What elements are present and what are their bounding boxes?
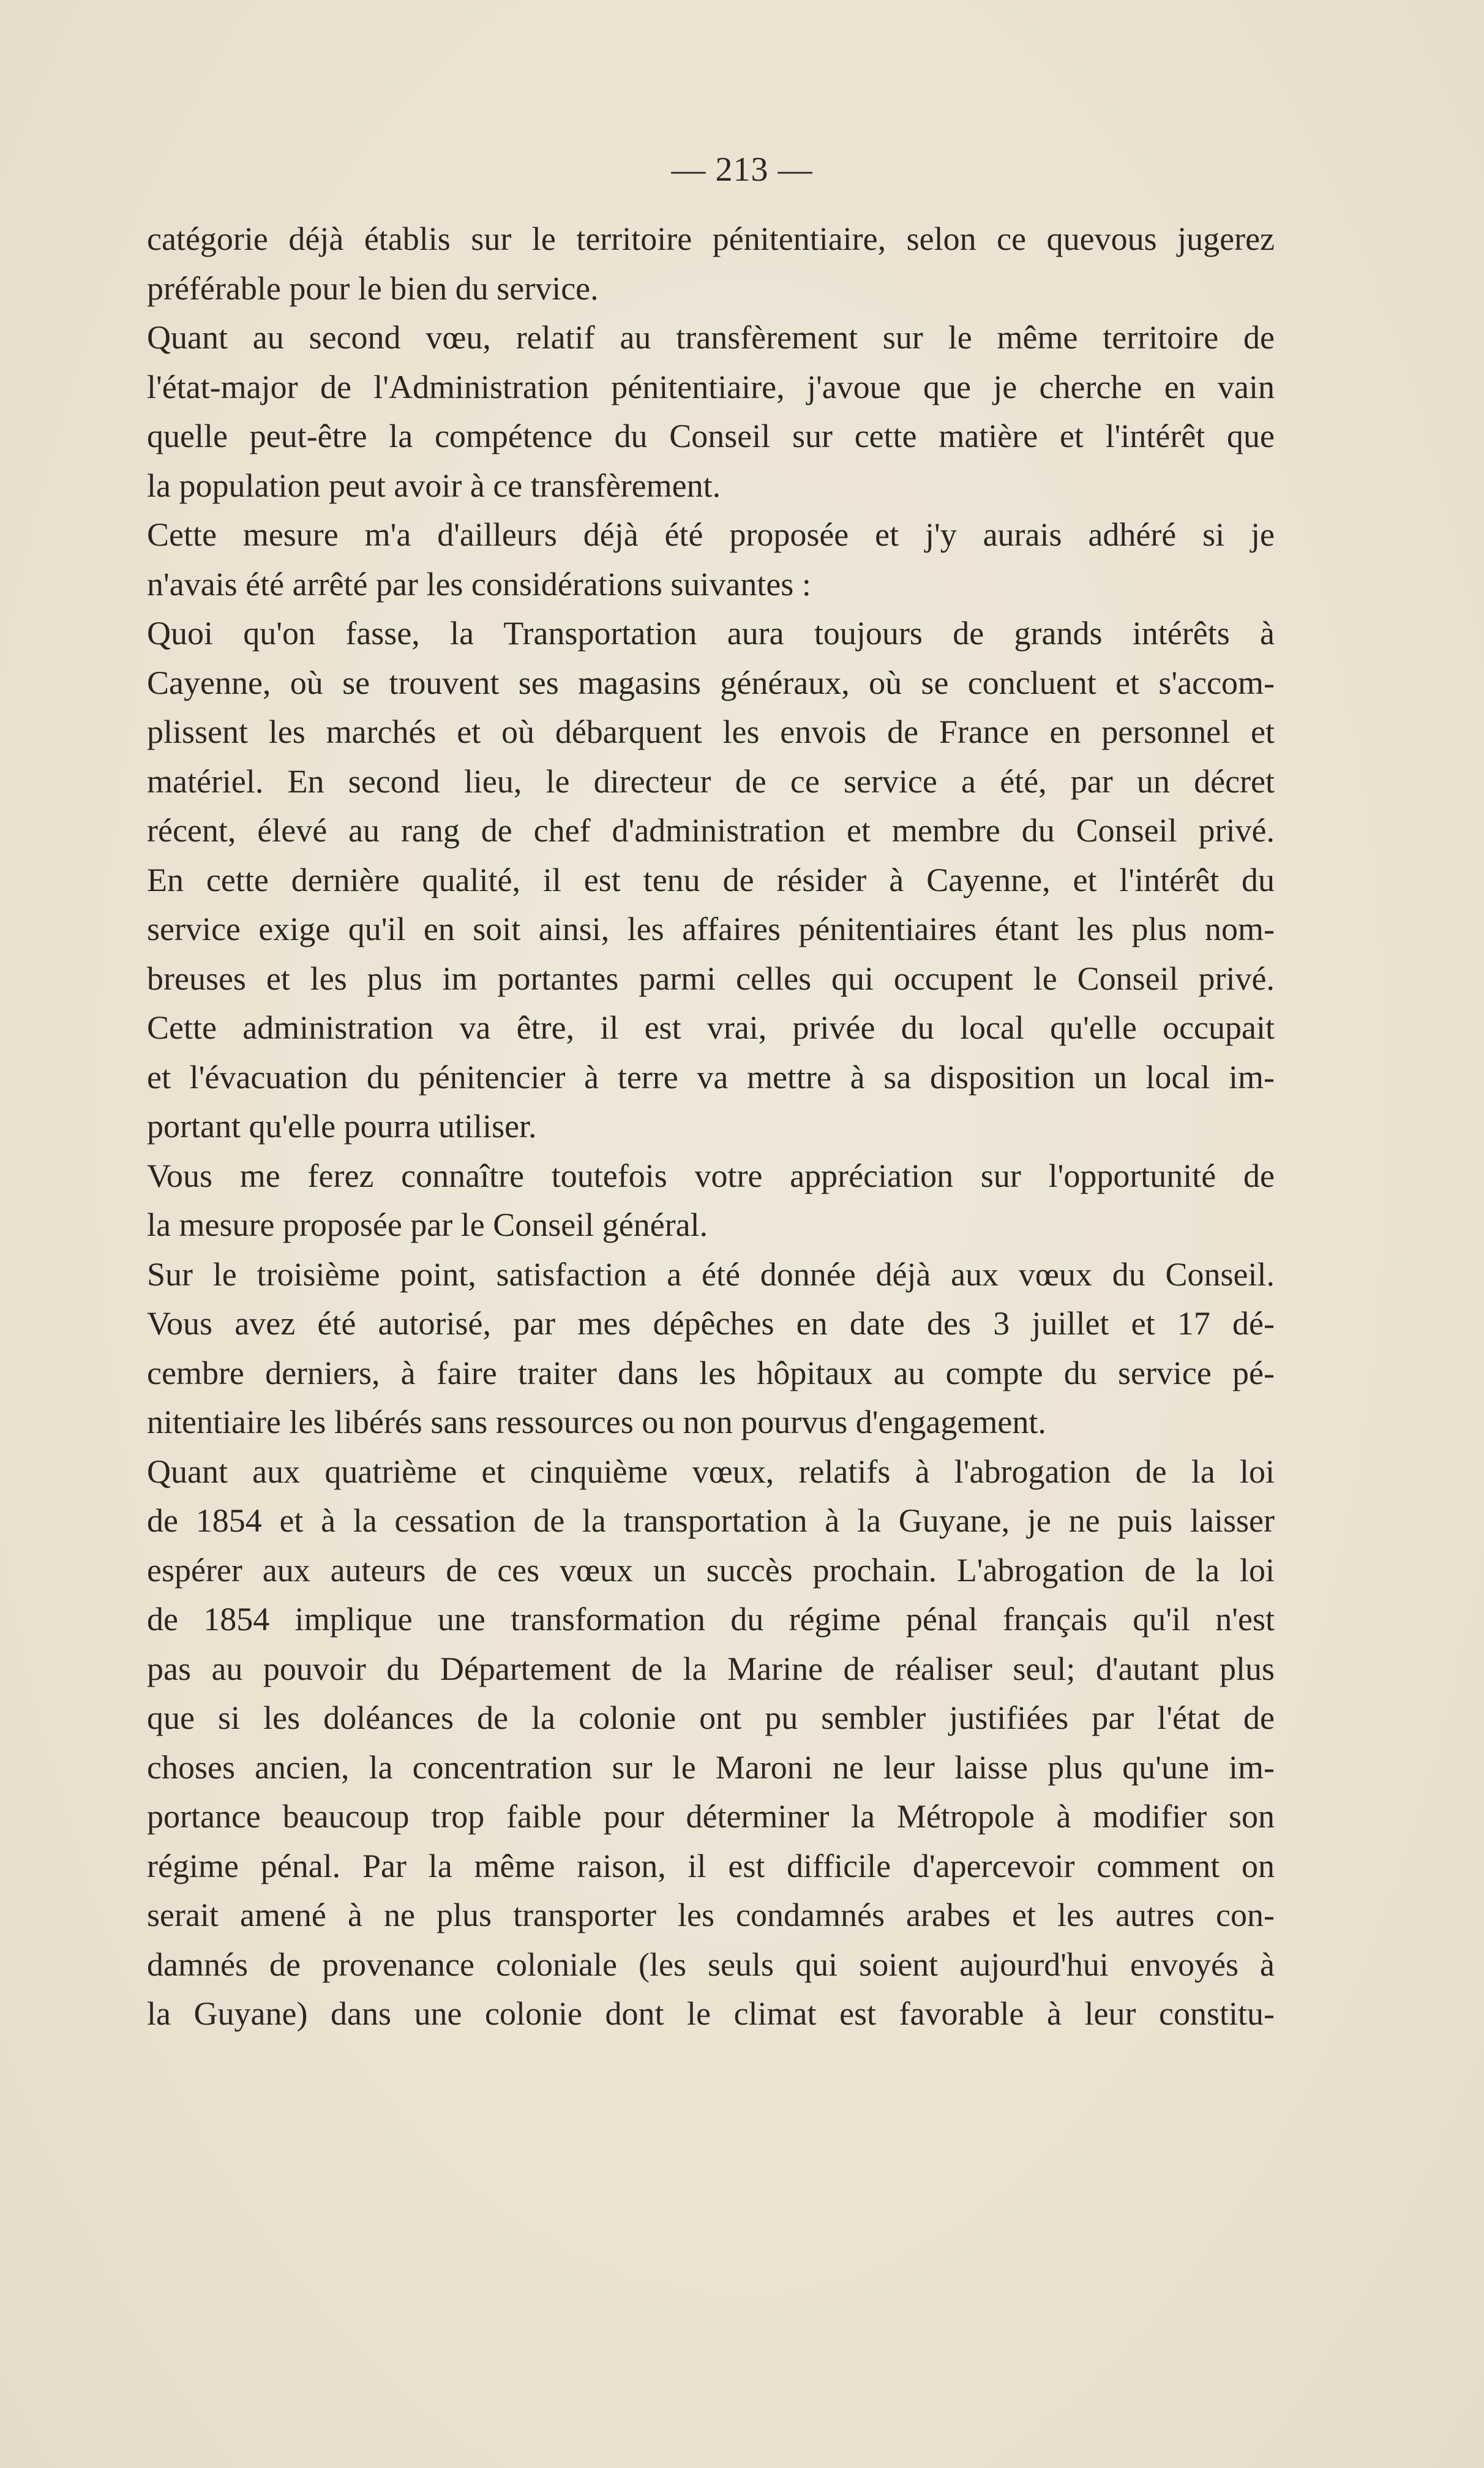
text-line: Cayenne, où se trouvent ses magasins généraux, où se concluent et s'accom- [147, 664, 1275, 701]
text-line: la Guyane) dans une colonie dont le climat est favorable à leur constitu- [147, 1995, 1275, 2032]
text-line: service exige qu'il en soit ainsi, les affaires pénitentiaires étant les plus nom- [147, 911, 1275, 947]
text-line: Quant au second vœu, relatif au transfèrement sur le même territoire de [147, 319, 1275, 356]
text-line: nitentiaire les libérés sans ressources ou non pourvus d'engagement. [147, 1404, 1046, 1440]
text-line: régime pénal. Par la même raison, il est difficile d'apercevoir comment on [147, 1847, 1275, 1884]
text-line: n'avais été arrêté par les considérations suivantes : [147, 565, 811, 603]
text-line: et l'évacuation du pénitencier à terre va mettre à sa disposition un local im- [147, 1058, 1275, 1096]
text-line: catégorie déjà établis sur le territoire pénitentiaire, selon ce quevous jugerez [147, 220, 1275, 257]
text-line: Cette mesure m'a d'ailleurs déjà été proposée et j'y aurais adhéré si je [147, 516, 1275, 553]
text-line: plissent les marchés et où débarquent les envois de France en personnel et [147, 713, 1275, 750]
text-line: l'état-major de l'Administration pénitentiaire, j'avoue que je cherche en vain [147, 368, 1275, 405]
text-line: En cette dernière qualité, il est tenu de résider à Cayenne, et l'intérêt du [147, 861, 1275, 898]
text-line: que si les doléances de la colonie ont pu sembler justifiées par l'état de [147, 1699, 1275, 1736]
text-line: quelle peut-être la compétence du Conseil sur cette matière et l'intérêt que [147, 418, 1275, 454]
text-line: Quoi qu'on fasse, la Transportation aura toujours de grands intérêts à [147, 615, 1275, 652]
text-line: récent, élevé au rang de chef d'administration et membre du Conseil privé. [147, 812, 1275, 849]
text-line: portance beaucoup trop faible pour déterminer la Métropole à modifier son [147, 1798, 1275, 1835]
text-line: de 1854 et à la cessation de la transportation à la Guyane, je ne puis laisser [147, 1502, 1275, 1539]
text-line: Vous me ferez connaître toutefois votre appréciation sur l'opportunité de [147, 1157, 1275, 1194]
text-line: la mesure proposée par le Conseil général. [147, 1206, 708, 1243]
text-line: breuses et les plus im portantes parmi celles qui occupent le Conseil privé. [147, 960, 1275, 997]
text-line: préférable pour le bien du service. [147, 269, 599, 307]
text-line: choses ancien, la concentration sur le Maroni ne leur laisse plus qu'une im- [147, 1748, 1275, 1786]
text-line: espérer aux auteurs de ces vœux un succès prochain. L'abrogation de la loi [147, 1551, 1275, 1589]
text-line: Quant aux quatrième et cinquième vœux, relatifs à l'abrogation de la loi [147, 1453, 1275, 1490]
text-line: damnés de provenance coloniale (les seuls qui soient aujourd'hui envoyés à [147, 1946, 1275, 1983]
text-line: Sur le troisième point, satisfaction a été donnée déjà aux vœux du Conseil. [147, 1255, 1275, 1293]
body-text [147, 214, 1275, 2039]
text-line: cembre derniers, à faire traiter dans les hôpitaux au compte du service pé- [147, 1354, 1275, 1391]
text-line: portant qu'elle pourra utiliser. [147, 1108, 537, 1145]
text-line: Cette administration va être, il est vrai, privée du local qu'elle occupait [147, 1009, 1275, 1046]
page-number: — 213 — [671, 151, 813, 189]
text-line: Vous avez été autorisé, par mes dépêches en date des 3 juillet et 17 dé- [147, 1305, 1275, 1342]
text-line: serait amené à ne plus transporter les condamnés arabes et les autres con- [147, 1897, 1275, 1933]
text-line: de 1854 implique une transformation du régime pénal français qu'il n'est [147, 1601, 1275, 1638]
text-line: la population peut avoir à ce transfèrement. [147, 467, 721, 504]
text-line: matériel. En second lieu, le directeur de ce service a été, par un décret [147, 762, 1275, 800]
text-line: pas au pouvoir du Département de la Marine de réaliser seul; d'autant plus [147, 1650, 1275, 1687]
